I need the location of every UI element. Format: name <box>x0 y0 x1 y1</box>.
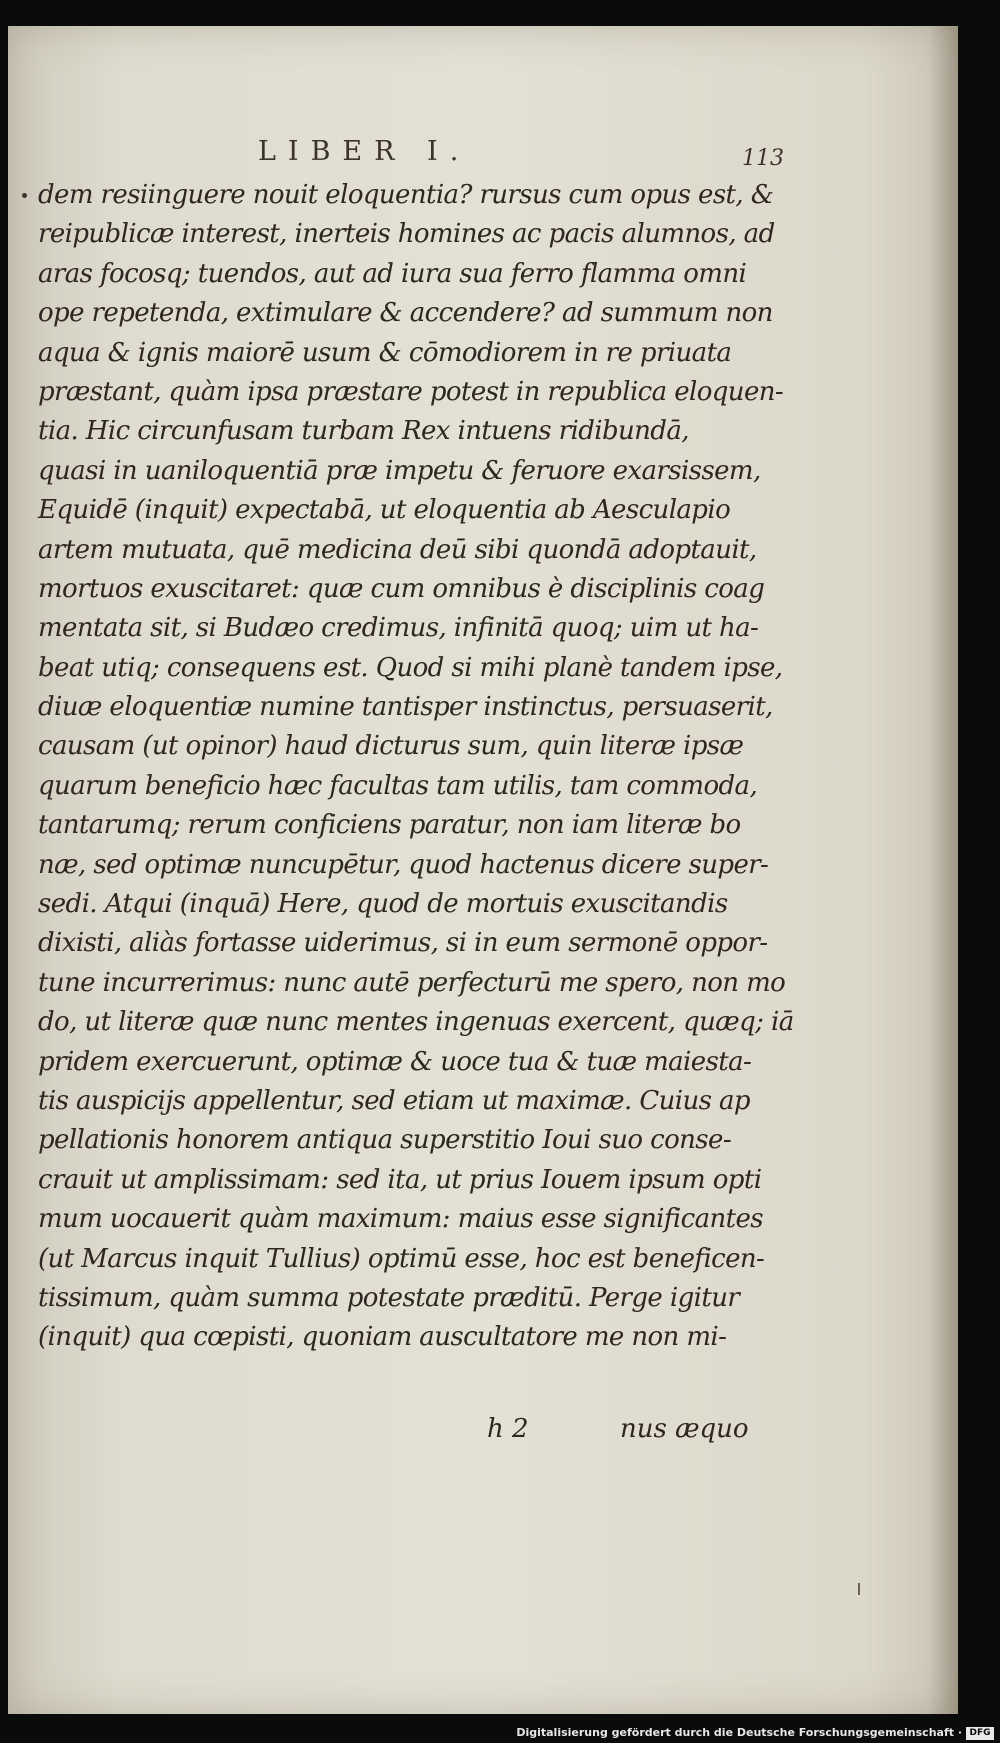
text-line: artem mutuata, quē medicina deū sibi quondā adoptauit, <box>38 534 757 565</box>
text-line: reipublicæ interest, inerteis homines ac pacis alumnos, ad <box>38 219 775 250</box>
text-line: tissimum, quàm summa potestate præditū. Perge igitur <box>38 1282 740 1313</box>
text-line: (ut Marcus inquit Tullius) optimū esse, hoc est beneficen- <box>38 1243 765 1274</box>
digitization-credit: Digitalisierung gefördert durch die Deutsche Forschungsgemeinschaft · <box>516 1726 962 1739</box>
page-edge-shadow <box>928 26 958 1714</box>
text-line: (inquit) qua cœpisti, quoniam auscultatore me non mi- <box>38 1322 727 1353</box>
page-number: 113 <box>742 146 784 171</box>
text-line: dem resiinguere nouit eloquentia? rursus cum opus est, & <box>38 180 774 210</box>
running-head: LIBER I. <box>258 136 471 167</box>
text-line: do, ut literæ quæ nunc mentes ingenuas exercent, quæq; iā <box>38 1007 794 1038</box>
text-line: crauit ut amplissimam: sed ita, ut prius Iouem ipsum opti <box>38 1164 762 1195</box>
text-line: causam (ut opinor) haud dicturus sum, quin literæ ipsæ <box>38 731 744 762</box>
text-line: dixisti, aliàs fortasse uiderimus, si in eum sermonē oppor- <box>38 928 768 959</box>
signature-mark: h 2 <box>487 1414 529 1444</box>
text-line: quasi in uaniloquentiā præ impetu & feruore exarsissem, <box>38 455 761 486</box>
text-line: tune incurrerimus: nunc autē perfecturū me spero, non mo <box>38 967 786 998</box>
margin-dot <box>22 193 27 198</box>
text-line: Equidē (inquit) expectabā, ut eloquentia ab Aesculapio <box>38 495 731 526</box>
text-line: pridem exercuerunt, optimæ & uoce tua & tuæ maiesta- <box>38 1046 752 1077</box>
text-line: sedi. Atqui (inquā) Here, quod de mortuis exuscitandis <box>38 889 728 920</box>
text-line: mum uocauerit quàm maximum: maius esse significantes <box>38 1204 764 1235</box>
text-line: mortuos exuscitaret: quæ cum omnibus è disciplinis coag <box>38 573 765 604</box>
paper-speck <box>858 1583 860 1595</box>
text-line: beat utiq; consequens est. Quod si mihi planè tandem ipse, <box>38 652 783 683</box>
catchword: nus æquo <box>620 1414 749 1444</box>
text-line: mentata sit, si Budæo credimus, infinitā quoq; uim ut ha- <box>38 613 759 644</box>
text-line: tis auspicijs appellentur, sed etiam ut maximæ. Cuius ap <box>38 1085 750 1116</box>
text-line: aqua & ignis maiorē usum & cōmodiorem in re priuata <box>38 337 732 368</box>
text-line: tantarumq; rerum conficiens paratur, non iam literæ bo <box>38 810 741 841</box>
text-line: præstant, quàm ipsa præstare potest in republica eloquen- <box>38 376 784 407</box>
text-line: diuæ eloquentiæ numine tantisper instinctus, persuaserit, <box>38 692 773 723</box>
text-line: aras focosq; tuendos, aut ad iura sua ferro flamma omni <box>38 258 747 289</box>
text-line: quarum beneficio hæc facultas tam utilis, tam commoda, <box>38 770 758 801</box>
dfg-logo: DFG <box>966 1727 994 1740</box>
text-line: ope repetenda, extimulare & accendere? ad summum non <box>38 298 773 329</box>
text-line: tia. Hic circunfusam turbam Rex intuens ridibundā, <box>38 416 689 447</box>
text-line: næ, sed optimæ nuncupētur, quod hactenus dicere super- <box>38 849 769 880</box>
body-text <box>38 176 794 1358</box>
text-line: pellationis honorem antiqua superstitio Ioui suo conse- <box>38 1125 732 1156</box>
